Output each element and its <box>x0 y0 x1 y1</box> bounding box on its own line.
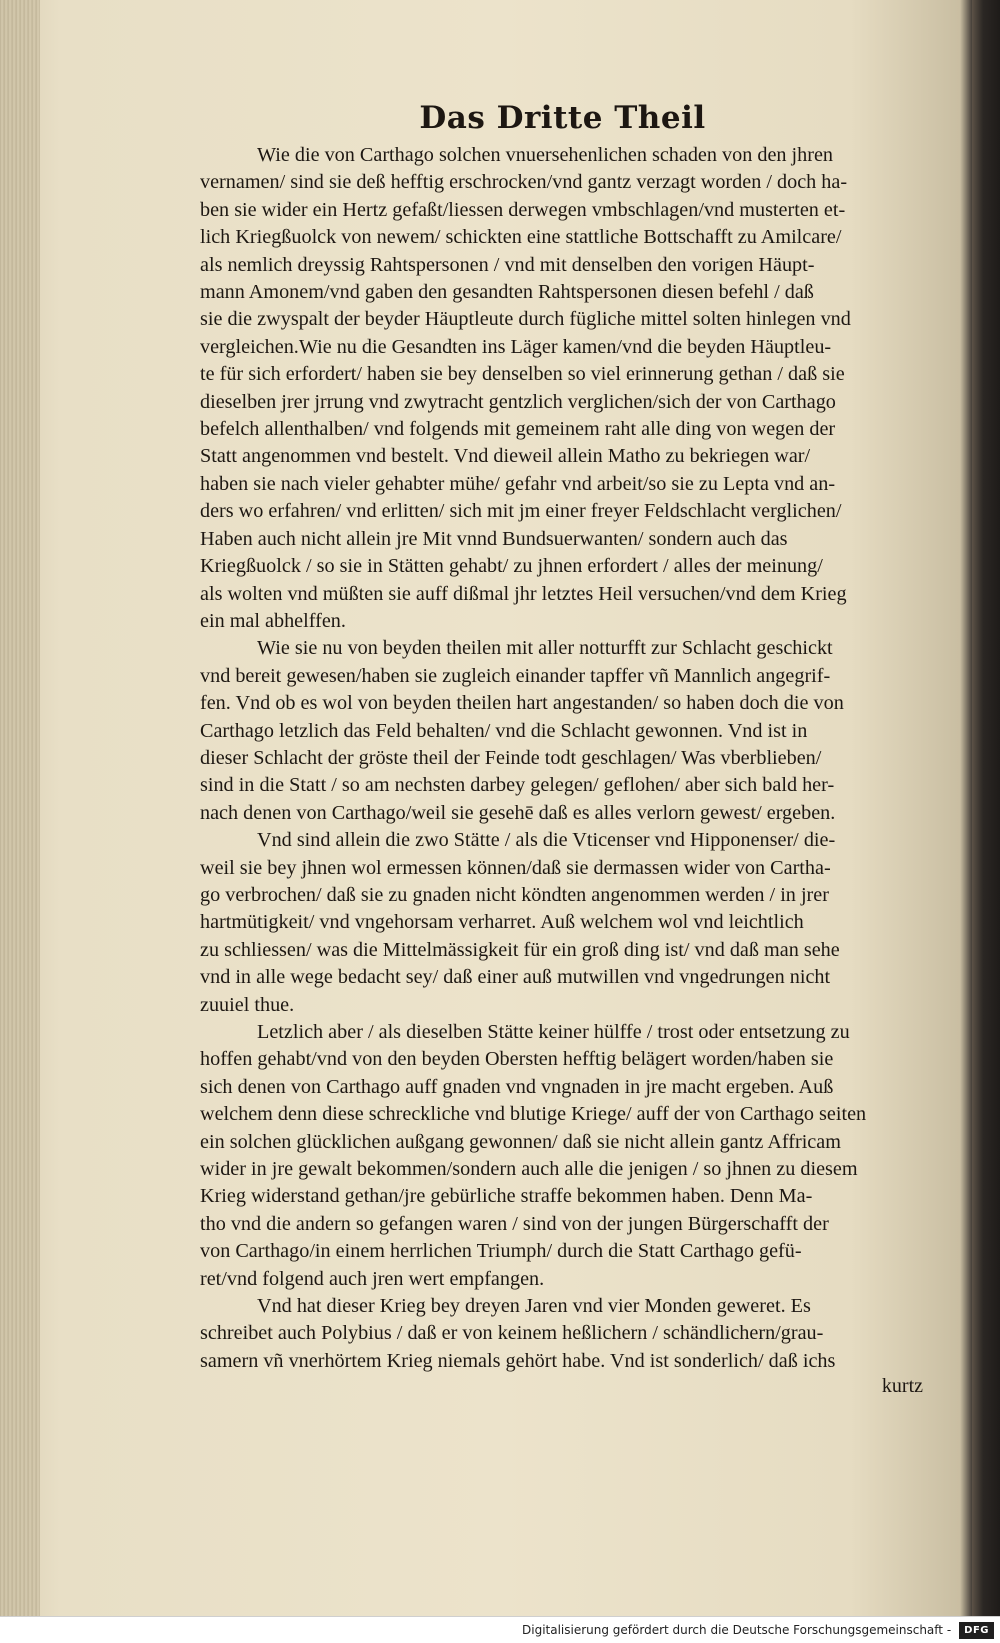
text-line: als nemlich dreyssig Rahtspersonen / vnd mit denselben den vorigen Häupt- <box>200 253 815 276</box>
text-line: als wolten vnd müßten sie auff dißmal jhr letztes Heil versuchen/vnd dem Krieg <box>200 582 847 605</box>
text-line: Krieg widerstand gethan/jre gebürliche straffe bekommen haben. Denn Ma- <box>200 1185 813 1208</box>
text-line: ders wo erfahren/ vnd erlitten/ sich mit jm einer freyer Feldschlacht verglichen/ <box>200 500 842 523</box>
page-stack-edge <box>0 0 40 1643</box>
text-line: Kriegßuolck / so sie in Stätten gehabt/ zu jhnen erfordert / alles der meinung/ <box>200 555 823 578</box>
text-line: Wie sie nu von beyden theilen mit aller notturfft zur Schlacht geschickt <box>257 637 833 660</box>
text-line: schreibet auch Polybius / daß er von keinem heßlichern / schändlichern/grau- <box>200 1322 824 1345</box>
text-line: nach denen von Carthago/weil sie gesehē daß es alles verlorn gewest/ ergeben. <box>200 801 836 824</box>
text-line: vnd in alle wege bedacht sey/ daß einer auß mutwillen vnd vngedrungen nicht <box>200 966 831 989</box>
funding-notice: Digitalisierung gefördert durch die Deutsche Forschungsgemeinschaft - <box>522 1623 952 1637</box>
text-line: samern vñ vnerhörtem Krieg niemals gehört habe. Vnd ist sonderlich/ daß ichs <box>200 1349 836 1372</box>
text-line: te für sich erfordert/ haben sie bey denselben so viel erinnerung gethan / daß sie <box>200 363 845 386</box>
text-line: tho vnd die andern so gefangen waren / sind von der jungen Bürgerschafft der <box>200 1212 829 1235</box>
body-text <box>200 142 925 1375</box>
text-line: befelch allenthalben/ vnd folgends mit gemeinem raht alle ding von wegen der <box>200 418 836 441</box>
text-line: sich denen von Carthago auff gnaden vnd vngnaden in jre macht ergeben. Auß <box>200 1075 834 1098</box>
text-line: zu schliessen/ was die Mittelmässigkeit für ein groß ding ist/ vnd daß man sehe <box>200 938 840 961</box>
catchword: kurtz <box>881 1375 923 1398</box>
text-line: Carthago letzlich das Feld behalten/ vnd die Schlacht gewonnen. Vnd ist in <box>200 719 808 742</box>
text-line: weil sie bey jhnen wol ermessen können/daß sie dermassen wider von Cartha- <box>200 856 831 879</box>
text-line: mann Amonem/vnd gaben den gesandten Rahtspersonen diesen befehl / daß <box>200 281 814 304</box>
page-text-block <box>200 100 925 1398</box>
text-line: Vnd sind allein die zwo Stätte / als die Vticenser vnd Hipponenser/ die- <box>257 829 836 852</box>
digitization-footer <box>0 1616 1000 1643</box>
text-line: haben sie nach vieler gehabter mühe/ gefahr vnd arbeit/so sie zu Lepta vnd an- <box>200 472 836 495</box>
text-line: vnd bereit gewesen/haben sie zugleich einander tapffer vñ Mannlich angegrif- <box>200 664 831 687</box>
paragraph <box>200 1293 925 1375</box>
text-line: dieser Schlacht der gröste theil der Feinde todt geschlagen/ Was vberblieben/ <box>200 746 822 769</box>
running-head: Das Dritte Theil <box>419 100 706 136</box>
text-line: dieselben jrer jrrung vnd zwytracht gentzlich verglichen/sich der von Carthago <box>200 390 836 413</box>
text-line: hartmütigkeit/ vnd vngehorsam verharret. Auß welchem wol vnd leichtlich <box>200 911 804 934</box>
text-line: ben sie wider ein Hertz gefaßt/liessen derwegen vmbschlagen/vnd musterten et- <box>200 198 846 221</box>
text-line: hoffen gehabt/vnd von den beyden Obersten hefftig belägert worden/haben sie <box>200 1048 834 1071</box>
text-line: ein mal abhelffen. <box>200 609 346 632</box>
text-line: Haben auch nicht allein jre Mit vnnd Bundsuerwanten/ sondern auch das <box>200 527 788 550</box>
text-line: welchem denn diese schreckliche vnd blutige Kriege/ auff der von Carthago seiten <box>200 1103 867 1126</box>
paragraph <box>200 827 925 1019</box>
text-line: Vnd hat dieser Krieg bey dreyen Jaren vnd vier Monden geweret. Es <box>257 1295 811 1318</box>
text-line: Letzlich aber / als dieselben Stätte keiner hülffe / trost oder entsetzung zu <box>257 1021 850 1043</box>
text-line: ret/vnd folgend auch jren wert empfangen. <box>200 1267 545 1290</box>
text-line: sie die zwyspalt der beyder Häuptleute durch fügliche mittel solten hinlegen vnd <box>200 308 851 331</box>
paragraph <box>200 1019 925 1293</box>
text-line: zuuiel thue. <box>200 993 295 1016</box>
text-line: fen. Vnd ob es wol von beyden theilen hart angestanden/ so haben doch die von <box>200 692 844 715</box>
dfg-logo: DFG <box>959 1622 994 1639</box>
text-line: von Carthago/in einem herrlichen Triumph/ durch die Statt Carthago gefü- <box>200 1240 802 1263</box>
text-line: lich Kriegßuolck von newem/ schickten eine stattliche Bottschafft zu Amilcare/ <box>200 226 842 249</box>
text-line: sind in die Statt / so am nechsten darbey gelegen/ geflohen/ aber sich bald her- <box>200 774 835 797</box>
scan-border <box>972 0 1000 1643</box>
text-line: Wie die von Carthago solchen vnuersehenlichen schaden von den jhren <box>257 144 834 166</box>
text-line: Statt angenommen vnd bestelt. Vnd dieweil allein Matho zu bekriegen war/ <box>200 445 811 468</box>
paragraph <box>200 635 925 827</box>
paragraph <box>200 142 925 635</box>
text-line: wider in jre gewalt bekommen/sondern auch alle die jenigen / so jhnen zu diesem <box>200 1158 858 1181</box>
text-line: ein solchen glücklichen außgang gewonnen/ daß sie nicht allein gantz Affricam <box>200 1130 841 1153</box>
text-line: go verbrochen/ daß sie zu gnaden nicht köndten angenommen werden / in jrer <box>200 883 829 906</box>
text-line: vernamen/ sind sie deß hefftig erschrocken/vnd gantz verzagt worden / doch ha- <box>200 171 848 194</box>
text-line: vergleichen.Wie nu die Gesandten ins Läger kamen/vnd die beyden Häuptleu- <box>200 335 832 358</box>
